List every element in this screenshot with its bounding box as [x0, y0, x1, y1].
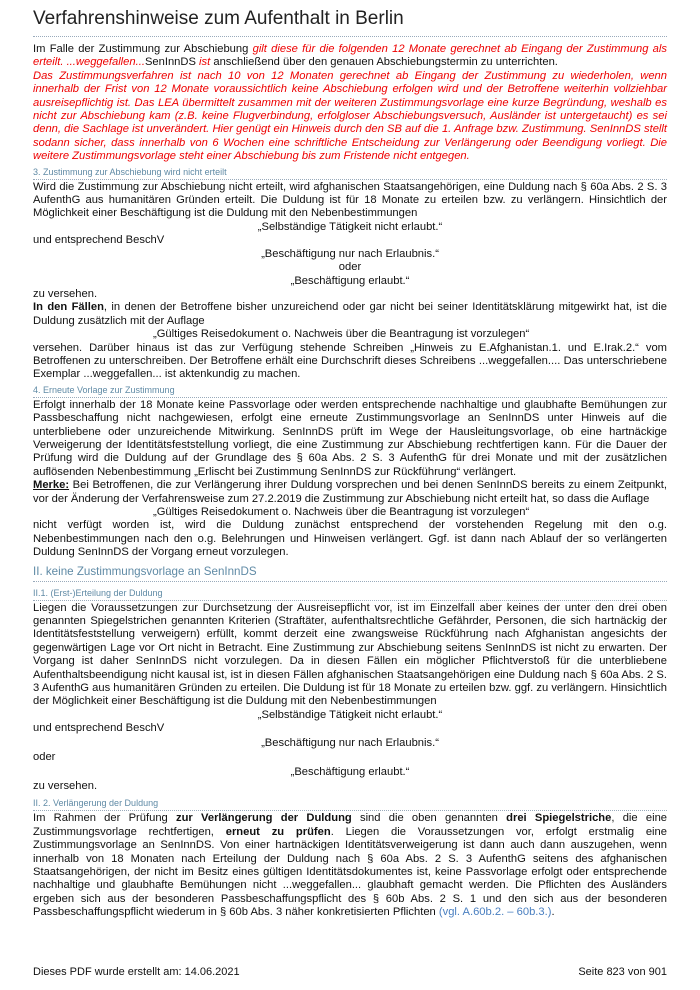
section-II-2-paragraph-1: Im Rahmen der Prüfung zur Verlängerung der Duldung sind die oben genannten drei Spiegelstriche, die eine Zustimmungsvorlage rechtfertigen, erneut zu prüfen. Liegen die Voraussetzungen vor, erfolgt erstmalig eine Zustimmungsvorlage an SenInnDS. Von einer hartnäckigen Identitätsverweigerung ist dann auch dann auszugehen, wenn innerhalb von 18 Monaten nach Erteilung der Duldung nach § 60a Abs. 2 S. 3 AufenthG seitens des afghanischen Staatsangehörigen, der nicht im Besitz eines gültigen Identitätsdokumentes ist, keine Passvorlage erfolgt oder entsprechende nachhaltige und glaubhafte Bemühungen nicht ...weggefallen... glaubhaft gemacht werden. Die Pflichten des Ausländers ergeben sich aus der besonderen Passbeschaffungspflicht des § 60b Abs. 2 S. 1 und den sich aus der besonderen Passbeschaffungspflicht wiederum in § 60b Abs. 3 näher konkretisierten Pflichten (vgl. A.60b.2. – 60b.3.). — [33, 812, 668, 919]
title-divider — [33, 36, 667, 37]
section-4-paragraph-1: Erfolgt innerhalb der 18 Monate keine Passvorlage oder werden entsprechende nachhaltige und glaubhafte Bemühungen zur Passbeschaffung nicht nachgewiesen, erfolgt eine erneute Zustimmungsvorlage an SenInnDS unter Hinweis auf die unterbliebene oder unzureichende Mitwirkung. SenInnDS prüft im Wege der Hausleitungsvorlage, ob eine hartnäckige Verweigerung der Identitätsfeststellung vorliegt, die eine Zustimmung zur Abschiebung rechtfertigen kann. Für die Dauer der Prüfung wird die Duldung auf der Grundlage des § 60a Abs. 2 S. 3 AufenthG für drei Monate und mit der zusätzlichen auflösenden Nebenbestimmung „Erlischt bei Zustimmung SenInnDS zur Rückführung“ verlängert. — [33, 398, 667, 478]
section-II-1-oder: oder — [33, 751, 56, 764]
section-3-beschv: und entsprechend BeschV — [33, 234, 165, 247]
section-II-1-quote-3: „Beschäftigung erlaubt.“ — [290, 765, 410, 778]
section-3-quote-2: „Beschäftigung nur nach Erlaubnis.“ — [261, 247, 439, 260]
cross-reference-link[interactable]: (vgl. A.60b.2. – 60b.3.) — [438, 906, 552, 919]
section-II-1-beschv: und entsprechend BeschV — [33, 722, 165, 735]
footer-page-number: Seite 823 von 901 — [578, 966, 667, 978]
section-4-heading: 4. Erneute Vorlage zur Zustimmung — [33, 384, 667, 398]
section-3-paragraph-2: In den Fällen, in denen der Betroffene bisher unzureichend oder gar nicht bei seiner Identitätsklärung mitgewirkt hat, ist die Duldung zusätzlich mit der Auflage — [33, 301, 667, 327]
section-II-heading: II. keine Zustimmungsvorlage an SenInnDS — [33, 564, 667, 582]
intro-paragraph-2: Das Zustimmungsverfahren ist nach 10 von 12 Monaten gerechnet ab Eingang der Zustimmung zu wiederholen, wenn innerhalb der Frist von 12 Monate voraussichtlich keine Abschiebung erfolgen wird und der Betroffene weiterhin vollziehbar ausreisepflichtig ist. Das LEA übermittelt zusammen mit der weiteren Zustimmungsvorlage eine kurze Begründung, weshalb es nicht zur Abschiebung kam (z.B. keine Flugverbindung, erfolgloser Abschiebungsversuch, Ausländer ist untergetaucht) es sei denn, die Sachlage ist unverändert. Hier genügt ein Hinweis durch den SB auf die 1. Anfrage bzw. Zustimmung. SenInnDS stellt sodann sicher, dass innerhalb von 6 Wochen eine schriftliche Entscheidung zur Verlängerung oder Beendigung vorliegt. Die weitere Zustimmungsvorlage steht einer Abschiebung bis zum Fristende nicht entgegen. — [33, 69, 667, 163]
footer-created-date: Dieses PDF wurde erstellt am: 14.06.2021 — [33, 966, 240, 978]
section-3-quote-1: „Selbständige Tätigkeit nicht erlaubt.“ — [257, 220, 443, 233]
section-4-merke: Merke: Bei Betroffenen, die zur Verlängerung ihrer Duldung vorsprechen und bei denen SenInnDS bereits zu einem Zeitpunkt, vor der Änderung der Verfahrensweise zum 27.2.2019 die Zustimmung zur Abschiebung nicht erteilt hat, so dass die Auflage — [33, 479, 667, 505]
section-II-1-paragraph-1: Liegen die Voraussetzungen zur Durchsetzung der Ausreisepflicht vor, ist im Einzelfall aber keines der unter den drei oben genannten Spiegelstrichen genannten Kriterien (Straftäter, aufenthaltsrechtliche Gefährder, Personen, die sich hartnäckig der Identitätsfeststellung verweigern) erfüllt, kommt derzeit eine zwangsweise Rückführung nach Afghanistan angesichts der gegenwärtigen Lage vor Ort nicht in Betracht. Eine Zustimmung zur Abschiebung seitens SenInnDS ist nicht zu erwarten. Der Vorgang ist daher SenInnDS nicht vorzulegen. Da in diesen Fällen ein möglicher Pflichtverstoß für die unterbliebene Aufenthaltsbeendigung nicht kausal ist, ist in diesen Fällen afghanischen Staatsangehörigen eine Duldung nach § 60a Abs. 2 S. 3 AufenthG aus humanitären Gründen zu erteilen. Die Duldung ist für 18 Monate zu erteilen bzw. ggf. zu verlängern. Hinsichtlich der Möglichkeit einer Beschäftigung ist die Duldung mit den Nebenbestimmungen — [33, 601, 667, 708]
intro-paragraph-1: Im Falle der Zustimmung zur Abschiebung gilt diese für die folgenden 12 Monate gerechnet ab Eingang der Zustimmung als erteilt. ...weggefallen...SenInnDS ist anschließend über den genauen Abschiebungstermin zu unterrichten. — [33, 43, 667, 69]
section-3-heading: 3. Zustimmung zur Abschiebung wird nicht erteilt — [33, 166, 667, 180]
section-II-1-heading: II.1. (Erst-)Erteilung der Duldung — [33, 587, 667, 601]
section-4-quote-1: „Gültiges Reisedokument o. Nachweis über die Beantragung ist vorzulegen“ — [153, 506, 530, 518]
document-body — [33, 40, 667, 920]
section-4-paragraph-2: nicht verfügt worden ist, wird die Duldung zunächst entsprechend der vorstehenden Regelung mit den o.g. Nebenbestimmungen nach den o.g. Belehrungen und Hinweisen verlängert. Ggf. ist dann nach Ablauf der so verlängerten Duldung SenInnDS der Vorgang erneut vorzulegen. — [33, 519, 667, 559]
section-II-1-zu-versehen: zu versehen. — [33, 779, 98, 792]
section-II-2-heading: II. 2. Verlängerung der Duldung — [33, 797, 667, 811]
section-3-quote-3: „Beschäftigung erlaubt.“ — [290, 274, 410, 287]
section-3-quote-4: „Gültiges Reisedokument o. Nachweis über die Beantragung ist vorzulegen“ — [153, 328, 530, 341]
section-II-1-quote-1: „Selbständige Tätigkeit nicht erlaubt.“ — [257, 708, 443, 721]
section-3-paragraph-1: Wird die Zustimmung zur Abschiebung nicht erteilt, wird afghanischen Staatsangehörigen, eine Duldung nach § 60a Abs. 2 S. 3 AufenthG aus humanitären Gründen erteilt. Die Duldung ist für 18 Monate zu erteilen bzw. zu verlängern. Hinsichtlich der Möglichkeit einer Beschäftigung ist die Duldung mit den Nebenbestimmungen — [33, 180, 667, 220]
section-3-oder: oder — [338, 261, 362, 274]
page-title: Verfahrenshinweise zum Aufenthalt in Berlin — [33, 8, 404, 29]
section-3-paragraph-3: versehen. Darüber hinaus ist das zur Verfügung stehende Schreiben „Hinweis zu E.Afghanistan.1. und E.Irak.2.“ vom Betroffenen zu unterschreiben. Der Betroffene erhält eine Durchschrift dieses Schreibens ...weggefallen.... Das unterschriebene Exemplar ...weggefallen... ist aktenkundig zu machen. — [33, 341, 667, 381]
section-3-zu-versehen: zu versehen. — [33, 287, 98, 300]
section-II-1-quote-2: „Beschäftigung nur nach Erlaubnis.“ — [261, 736, 439, 749]
